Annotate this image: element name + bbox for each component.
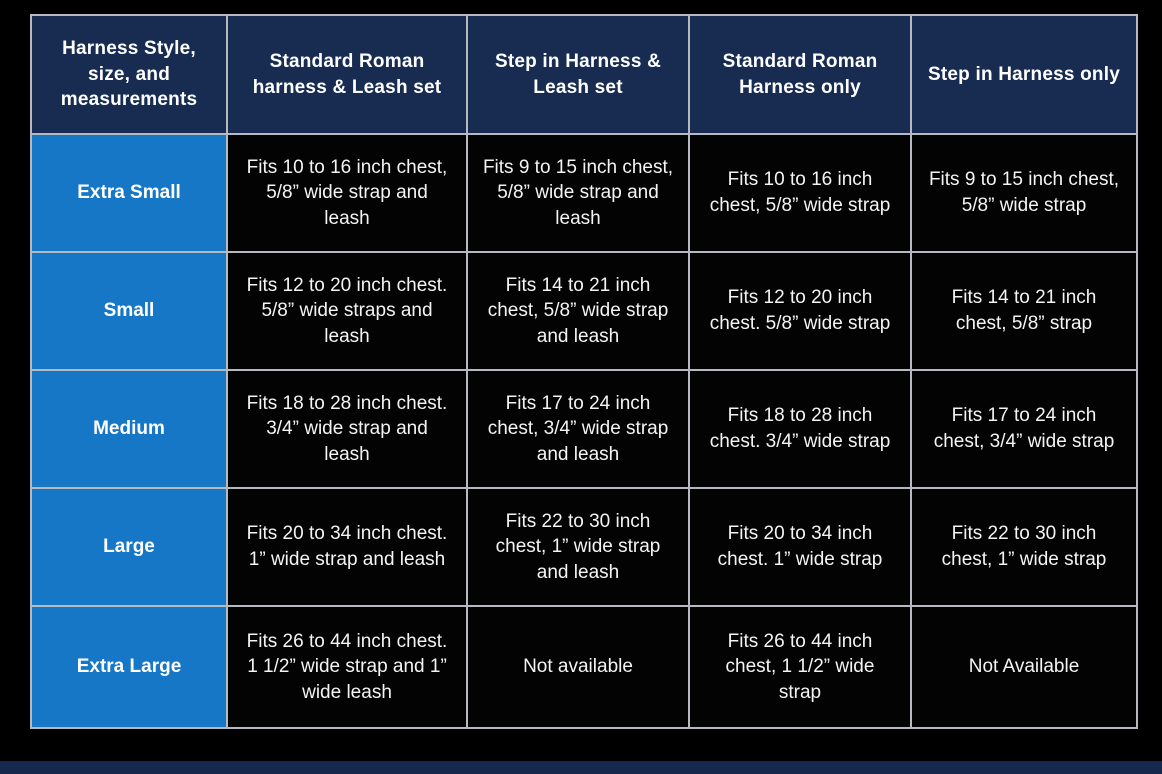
table-cell: Fits 14 to 21 inch chest, 5/8” wide strap and leash <box>467 252 689 370</box>
bottom-navy-bar <box>0 761 1162 774</box>
table-cell: Fits 22 to 30 inch chest, 1” wide strap and leash <box>467 488 689 606</box>
size-label-medium: Medium <box>31 370 227 488</box>
table-row-large <box>31 488 1137 606</box>
table-cell: Not available <box>467 606 689 728</box>
size-label-small: Small <box>31 252 227 370</box>
table-cell: Fits 18 to 28 inch chest. 3/4” wide strap and leash <box>227 370 467 488</box>
table-cell: Fits 22 to 30 inch chest, 1” wide strap <box>911 488 1137 606</box>
column-header-step-in-leash-set: Step in Harness & Leash set <box>467 15 689 134</box>
table-cell: Fits 17 to 24 inch chest, 3/4” wide strap <box>911 370 1137 488</box>
harness-size-table <box>30 14 1138 729</box>
column-header-standard-roman-only: Standard Roman Harness only <box>689 15 911 134</box>
size-label-large: Large <box>31 488 227 606</box>
table-row-medium <box>31 370 1137 488</box>
header-row <box>31 15 1137 134</box>
table-cell: Fits 9 to 15 inch chest, 5/8” wide strap and leash <box>467 134 689 252</box>
table-row-extra-large <box>31 606 1137 728</box>
table-cell: Fits 9 to 15 inch chest, 5/8” wide strap <box>911 134 1137 252</box>
table-cell: Fits 12 to 20 inch chest. 5/8” wide straps and leash <box>227 252 467 370</box>
table-cell: Fits 26 to 44 inch chest. 1 1/2” wide strap and 1” wide leash <box>227 606 467 728</box>
size-label-extra-large: Extra Large <box>31 606 227 728</box>
table-cell: Fits 10 to 16 inch chest, 5/8” wide strap and leash <box>227 134 467 252</box>
table-cell: Fits 14 to 21 inch chest, 5/8” strap <box>911 252 1137 370</box>
table-cell: Fits 20 to 34 inch chest. 1” wide strap and leash <box>227 488 467 606</box>
table-cell: Fits 26 to 44 inch chest, 1 1/2” wide strap <box>689 606 911 728</box>
table-row-extra-small <box>31 134 1137 252</box>
column-header-standard-roman-leash-set: Standard Roman harness & Leash set <box>227 15 467 134</box>
table-row-small <box>31 252 1137 370</box>
table-cell: Fits 17 to 24 inch chest, 3/4” wide strap and leash <box>467 370 689 488</box>
size-label-extra-small: Extra Small <box>31 134 227 252</box>
table-cell: Fits 18 to 28 inch chest. 3/4” wide strap <box>689 370 911 488</box>
table-cell: Fits 10 to 16 inch chest, 5/8” wide strap <box>689 134 911 252</box>
table-cell: Not Available <box>911 606 1137 728</box>
table-cell: Fits 12 to 20 inch chest. 5/8” wide strap <box>689 252 911 370</box>
column-header-style-size: Harness Style, size, and measurements <box>31 15 227 134</box>
column-header-step-in-only: Step in Harness only <box>911 15 1137 134</box>
table-cell: Fits 20 to 34 inch chest. 1” wide strap <box>689 488 911 606</box>
